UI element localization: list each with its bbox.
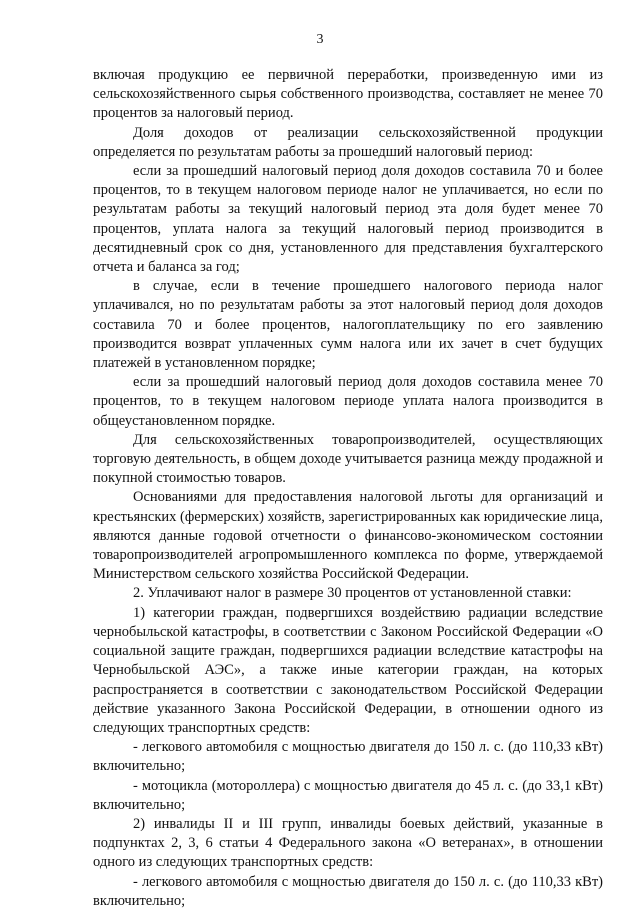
paragraph: в случае, если в течение прошедшего налогового периода налог уплачивался, но по результатам работы за этот налоговый период доля доходов составила 70 и более процентов, налогоплательщику по его заявлению производится возврат уплаченных сумм налога или их зачет в счет будущих платежей в установленном порядке;	[93, 278, 603, 372]
paragraph: 2) инвалиды II и III групп, инвалиды боевых действий, указанные в подпунктах 2, 3, 6 статьи 4 Федерального закона «О ветеранах», в отношении одного из следующих транспортных средств:	[93, 815, 603, 871]
paragraph: если за прошедший налоговый период доля доходов составила 70 и более процентов, то в текущем налоговом периоде налог не уплачивается, но если по результатам работы за текущий налоговый период эта доля будет менее 70 процентов, уплата налога за текущий налоговый период производится в десятидневный срок со дня, установленного для представления бухгалтерского отчета и баланса за год;	[93, 163, 603, 276]
page-number: 3	[316, 32, 324, 47]
paragraph: Доля доходов от реализации сельскохозяйственной продукции определяется по результатам работы за прошедший налоговый период:	[93, 124, 603, 160]
paragraph: включая продукцию ее первичной переработки, произведенную ими из сельскохозяйственного сырья собственного производства, составляет не менее 70 процентов за налоговый период.	[93, 67, 603, 122]
paragraph: если за прошедший налоговый период доля доходов составила менее 70 процентов, то в текущем налоговом периоде уплата налога производится в общеустановленном порядке.	[93, 374, 603, 429]
paragraph: 1) категории граждан, подвергшихся воздействию радиации вследствие чернобыльской катастрофы, в соответствии с Законом Российской Федерации «О социальной защите граждан, подвергшихся радиации вследствие катастрофы на Чернобыльской АЭС», а также иные категории граждан, на которых распространяется в соответствии с законодательством Российской Федерации действие указанного Закона Российской Федерации, в отношении одного из следующих транспортных средств:	[93, 604, 603, 736]
document-body	[93, 66, 603, 911]
list-item: - легкового автомобиля с мощностью двигателя до 150 л. с. (до 110,33 кВт) включительно;	[93, 739, 603, 775]
paragraph: Основаниями для предоставления налоговой льготы для организаций и крестьянских (фермерских) хозяйств, зарегистрированных как юридические лица, являются данные годовой отчетности о финансово-экономическом состоянии товаропроизводителей агропромышленного комплекса по форме, утверждаемой Министерством сельского хозяйства Российской Федерации.	[93, 489, 603, 583]
paragraph: 2. Уплачивают налог в размере 30 процентов от установленной ставки:	[133, 585, 572, 602]
list-item: - мотоцикла (мотороллера) с мощностью двигателя до 45 л. с. (до 33,1 кВт) включительно;	[93, 777, 603, 813]
list-item: - легкового автомобиля с мощностью двигателя до 150 л. с. (до 110,33 кВт) включительно;	[93, 873, 603, 909]
paragraph: Для сельскохозяйственных товаропроизводителей, осуществляющих торговую деятельность, в общем доходе учитывается разница между продажной и покупной стоимостью товаров.	[93, 431, 603, 487]
